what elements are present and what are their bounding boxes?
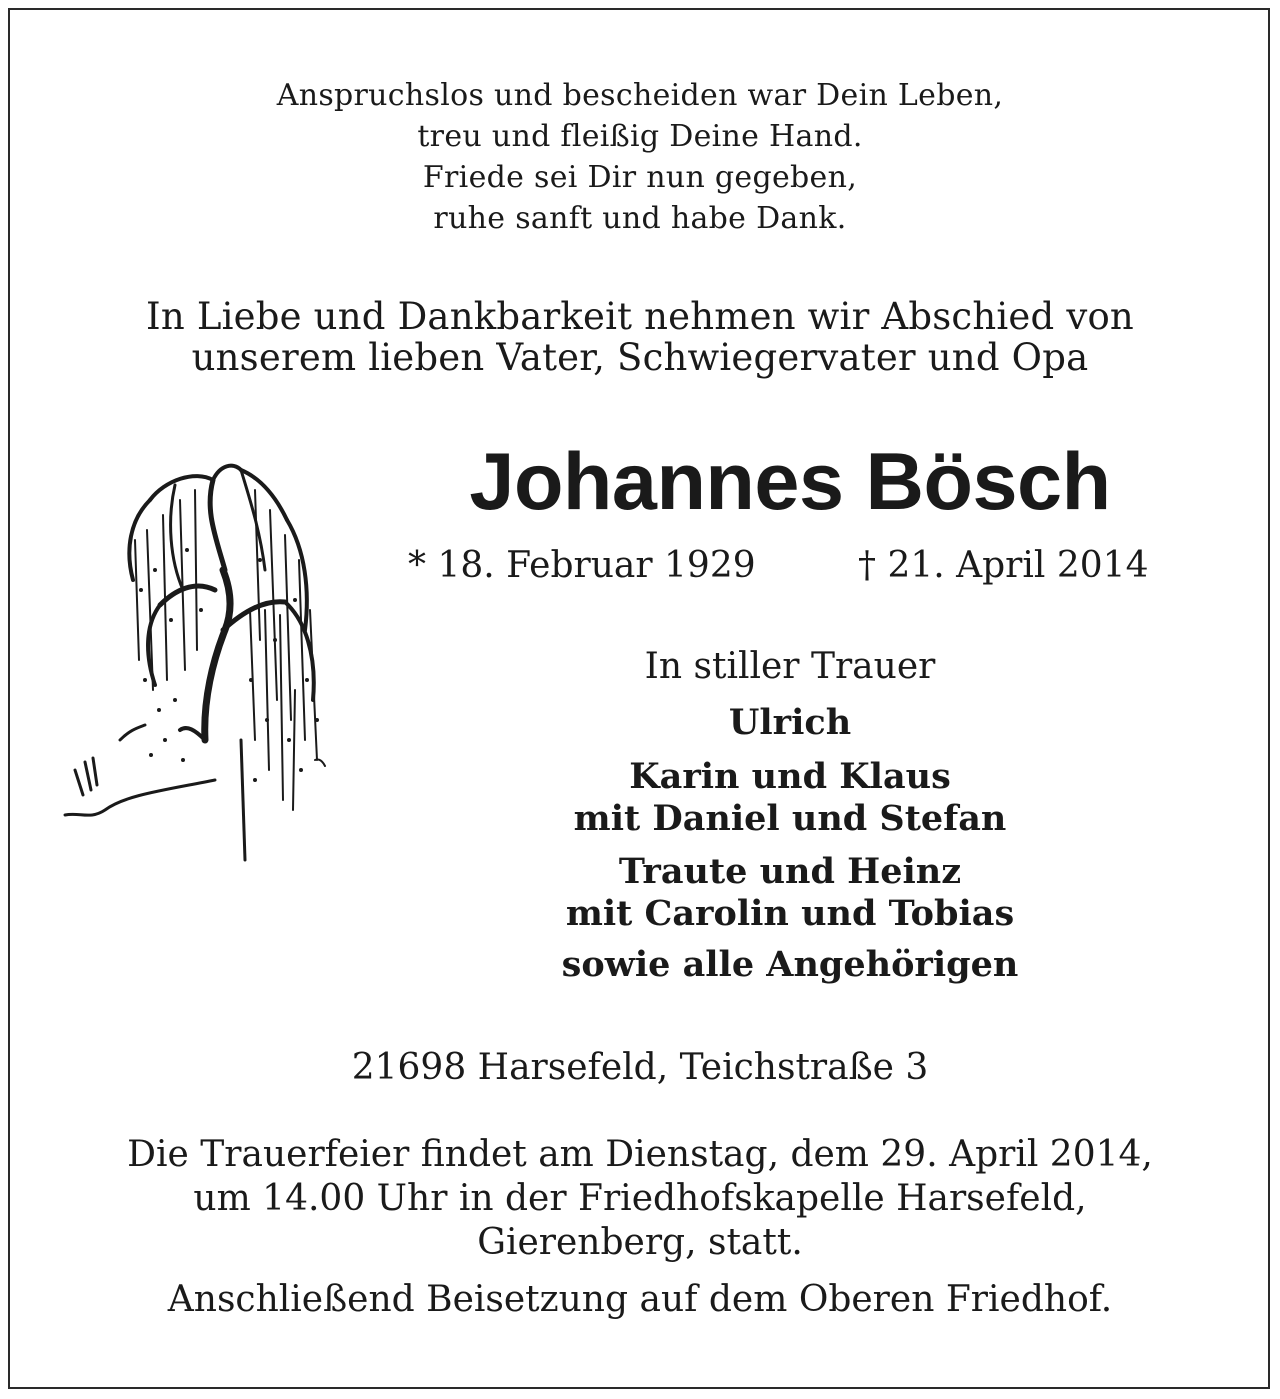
service-line: Die Trauerfeier findet am Dienstag, dem 29. April 2014,	[127, 1134, 1153, 1175]
mourning-heading: In stiller Trauer	[644, 646, 936, 687]
poem-line: Anspruchslos und bescheiden war Dein Leben,	[276, 78, 1004, 113]
mourner-name: mit Daniel und Stefan	[573, 798, 1007, 839]
weeping-willow-icon	[55, 440, 335, 880]
poem-line: Friede sei Dir nun gegeben,	[422, 160, 858, 195]
mourner-group	[400, 944, 1180, 986]
death-date: † 21. April 2014	[858, 545, 1149, 586]
intro-text	[0, 296, 1280, 378]
poem	[0, 75, 1280, 239]
service-line: Gierenberg, statt.	[477, 1222, 803, 1263]
deceased-name: Johannes Bösch	[469, 437, 1111, 527]
burial-info: Anschließend Beisetzung auf dem Oberen Friedhof.	[167, 1279, 1113, 1320]
mourner-name: Ulrich	[728, 702, 852, 743]
mourner-name: Traute und Heinz	[618, 851, 962, 892]
intro-line: unserem lieben Vater, Schwiegervater und Opa	[191, 336, 1089, 379]
birth-date: * 18. Februar 1929	[408, 545, 756, 586]
mourner-group	[400, 851, 1180, 935]
mourner-name: sowie alle Angehörigen	[561, 944, 1019, 985]
mourner-group	[400, 702, 1180, 744]
mourner-name: mit Carolin und Tobias	[565, 893, 1015, 934]
funeral-service-info	[0, 1133, 1280, 1265]
mourner-name: Karin und Klaus	[629, 756, 951, 797]
mourner-group	[400, 756, 1180, 840]
intro-line: In Liebe und Dankbarkeit nehmen wir Abschied von	[146, 295, 1134, 338]
family-address: 21698 Harsefeld, Teichstraße 3	[351, 1047, 929, 1088]
poem-line: ruhe sanft und habe Dank.	[433, 201, 847, 236]
service-line: um 14.00 Uhr in der Friedhofskapelle Harsefeld,	[193, 1178, 1087, 1219]
poem-line: treu und fleißig Deine Hand.	[417, 119, 863, 154]
